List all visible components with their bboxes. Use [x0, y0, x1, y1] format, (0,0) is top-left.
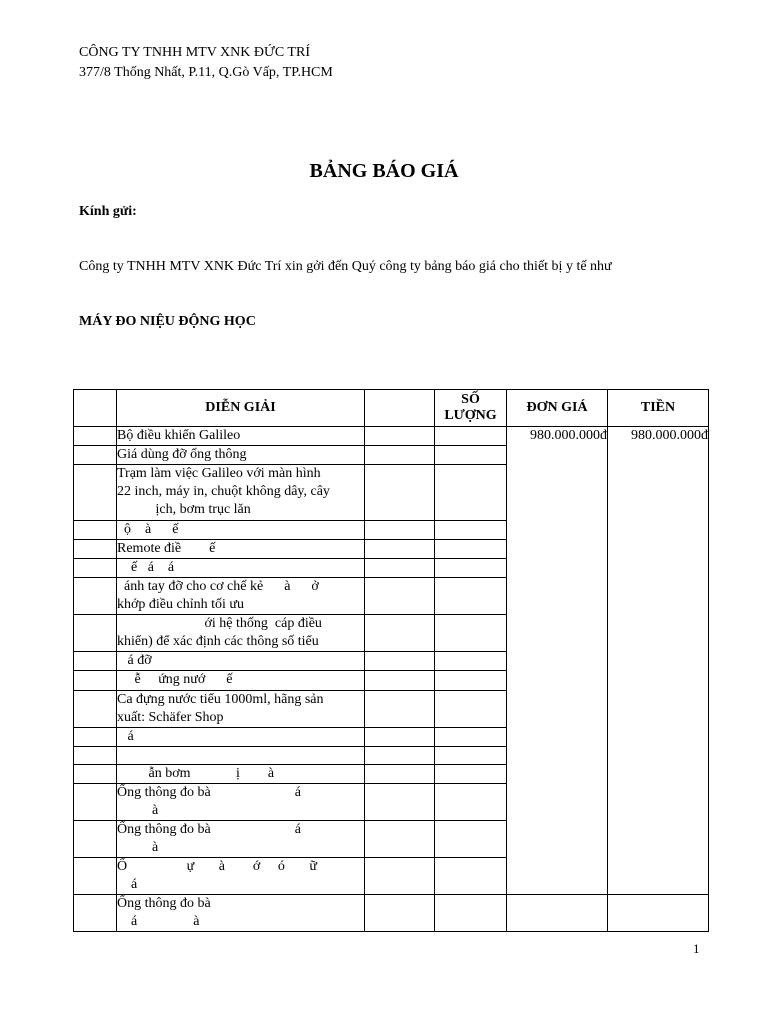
row-blank-cell: [365, 671, 435, 691]
row-quantity: [435, 652, 507, 671]
table-row: [74, 427, 709, 446]
row-quantity: [435, 765, 507, 784]
row-index-cell: [74, 765, 117, 784]
row-quantity: [435, 747, 507, 765]
description-line: khớp điều chỉnh tối ưu: [117, 597, 244, 612]
row-index-cell: [74, 895, 117, 932]
row-description: [117, 728, 365, 747]
row-index-cell: [74, 747, 117, 765]
quote-table: [73, 389, 709, 932]
description-line: Ca đựng nước tiểu 1000ml, hãng sản: [117, 692, 324, 707]
row-description: [117, 559, 365, 578]
description-line: khiển) để xác định các thông số tiểu: [117, 634, 319, 649]
description-line: xuất: Schäfer Shop: [117, 710, 224, 725]
row-description: [117, 671, 365, 691]
row-quantity: [435, 559, 507, 578]
row-index-cell: [74, 465, 117, 521]
row-blank-cell: [365, 895, 435, 932]
description-line: ẫn bơm ị à: [117, 766, 275, 781]
description-line: 22 inch, máy in, chuột không dây, cây: [117, 484, 330, 499]
row-index-cell: [74, 540, 117, 559]
row-description: [117, 540, 365, 559]
row-index-cell: [74, 427, 117, 446]
row-index-cell: [74, 446, 117, 465]
amount-cell-empty: [608, 895, 709, 932]
row-index-cell: [74, 615, 117, 652]
row-description: [117, 521, 365, 540]
row-description: [117, 747, 365, 765]
row-description: [117, 784, 365, 821]
row-index-cell: [74, 578, 117, 615]
unit-price-cell-empty: [507, 895, 608, 932]
amount-cell: 980.000.000đ: [608, 427, 709, 895]
row-description: [117, 821, 365, 858]
row-quantity: [435, 427, 507, 446]
row-description: [117, 427, 365, 446]
row-description: [117, 895, 365, 932]
row-index-cell: [74, 559, 117, 578]
description-line: à: [117, 840, 159, 855]
row-quantity: [435, 858, 507, 895]
row-index-cell: [74, 671, 117, 691]
row-quantity: [435, 895, 507, 932]
row-quantity: [435, 540, 507, 559]
row-index-cell: [74, 821, 117, 858]
row-quantity: [435, 578, 507, 615]
header-index: [74, 390, 117, 427]
row-description: [117, 691, 365, 728]
description-line: á à: [117, 914, 200, 929]
description-line: ịch, bơm trục lăn: [117, 502, 251, 517]
row-description: [117, 615, 365, 652]
document-title: BẢNG BÁO GIÁ: [309, 160, 459, 182]
row-quantity: [435, 465, 507, 521]
description-line: Giá dùng đỡ ống thông: [117, 447, 247, 462]
row-index-cell: [74, 858, 117, 895]
row-blank-cell: [365, 446, 435, 465]
header-amount: TIỀN: [608, 390, 709, 427]
description-line: ánh tay đỡ cho cơ chế kẻ à ở: [117, 579, 319, 594]
row-description: [117, 446, 365, 465]
description-line: Trạm làm việc Galileo với màn hình: [117, 466, 321, 481]
row-description: [117, 465, 365, 521]
row-blank-cell: [365, 615, 435, 652]
row-blank-cell: [365, 521, 435, 540]
description-line: Bộ điều khiển Galileo: [117, 428, 241, 443]
description-line: Ống thông đo bà á: [117, 822, 301, 837]
greeting: Kính gửi:: [79, 204, 137, 219]
row-blank-cell: [365, 559, 435, 578]
header-quantity: SỐ LƯỢNG: [435, 390, 507, 427]
header-description: DIỄN GIẢI: [117, 390, 365, 427]
row-blank-cell: [365, 728, 435, 747]
row-description: [117, 578, 365, 615]
table-row: [74, 895, 709, 932]
company-address: 377/8 Thống Nhất, P.11, Q.Gò Vấp, TP.HCM: [79, 65, 333, 80]
description-line: á: [117, 877, 138, 892]
row-quantity: [435, 521, 507, 540]
row-quantity: [435, 821, 507, 858]
row-blank-cell: [365, 652, 435, 671]
description-line: á: [117, 729, 134, 744]
description-line: ộ à ế: [117, 522, 179, 537]
description-line: Ố ự à ớ ó ữ: [117, 859, 317, 874]
row-quantity: [435, 671, 507, 691]
header-blank: [365, 390, 435, 427]
row-blank-cell: [365, 540, 435, 559]
description-line: ế á á: [117, 560, 175, 575]
description-line: á đỡ: [117, 653, 152, 668]
row-description: [117, 858, 365, 895]
row-blank-cell: [365, 465, 435, 521]
section-title: MÁY ĐO NIỆU ĐỘNG HỌC: [79, 314, 256, 329]
table-header-row: [74, 390, 709, 427]
row-index-cell: [74, 784, 117, 821]
row-index-cell: [74, 652, 117, 671]
row-blank-cell: [365, 691, 435, 728]
description-line: ễ ứng nướ ế: [117, 672, 233, 687]
row-description: [117, 765, 365, 784]
row-quantity: [435, 728, 507, 747]
row-blank-cell: [365, 578, 435, 615]
row-description: [117, 652, 365, 671]
page-number: 1: [693, 941, 700, 956]
row-blank-cell: [365, 747, 435, 765]
header-unit-price: ĐƠN GIÁ: [507, 390, 608, 427]
row-quantity: [435, 691, 507, 728]
row-blank-cell: [365, 427, 435, 446]
description-line: Remote điề ế: [117, 541, 216, 556]
description-line: à: [117, 803, 159, 818]
row-blank-cell: [365, 821, 435, 858]
unit-price-cell: 980.000.000đ: [507, 427, 608, 895]
row-quantity: [435, 446, 507, 465]
row-blank-cell: [365, 784, 435, 821]
row-index-cell: [74, 521, 117, 540]
description-line: Ống thông đo bà á: [117, 785, 301, 800]
row-quantity: [435, 615, 507, 652]
row-quantity: [435, 784, 507, 821]
row-blank-cell: [365, 858, 435, 895]
row-index-cell: [74, 691, 117, 728]
intro-paragraph: Công ty TNHH MTV XNK Đức Trí xin gởi đến Quý công ty bảng báo giá cho thiết bị y tế như: [79, 259, 612, 274]
row-blank-cell: [365, 765, 435, 784]
row-index-cell: [74, 728, 117, 747]
description-line: ới hệ thống cáp điều: [117, 616, 322, 631]
description-line: Ống thông đo bà: [117, 896, 211, 911]
company-name: CÔNG TY TNHH MTV XNK ĐỨC TRÍ: [79, 45, 310, 60]
